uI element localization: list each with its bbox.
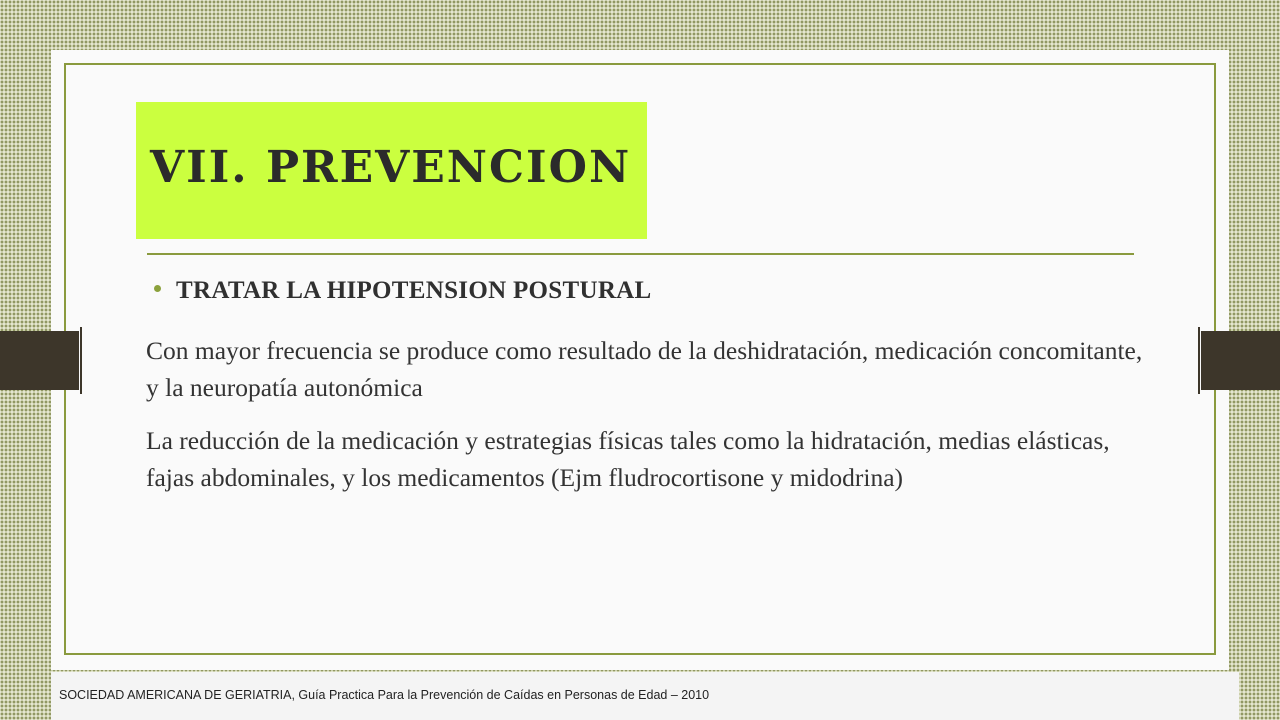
- right-side-tab: [1201, 331, 1280, 390]
- slide-title: VII. PREVENCION: [150, 142, 632, 193]
- paragraph-2: La reducción de la medicación y estrategias físicas tales como la hidratación, medias elásticas, fajas abdominales, y los medicamentos (Ejm fludrocortisone y midodrina): [146, 426, 1110, 492]
- bullet-item: [154, 277, 652, 305]
- bullet-dot-icon: [154, 285, 161, 292]
- bullet-heading: TRATAR LA HIPOTENSION POSTURAL: [176, 277, 652, 304]
- paragraph-1: Con mayor frecuencia se produce como resultado de la deshidratación, medicación concomitante, y la neuropatía autonómica: [146, 336, 1143, 402]
- title-divider: [147, 253, 1134, 255]
- left-side-tab: [0, 331, 79, 390]
- footer-citation: SOCIEDAD AMERICANA DE GERIATRIA, Guía Practica Para la Prevención de Caídas en Personas de Edad – 2010: [59, 688, 710, 702]
